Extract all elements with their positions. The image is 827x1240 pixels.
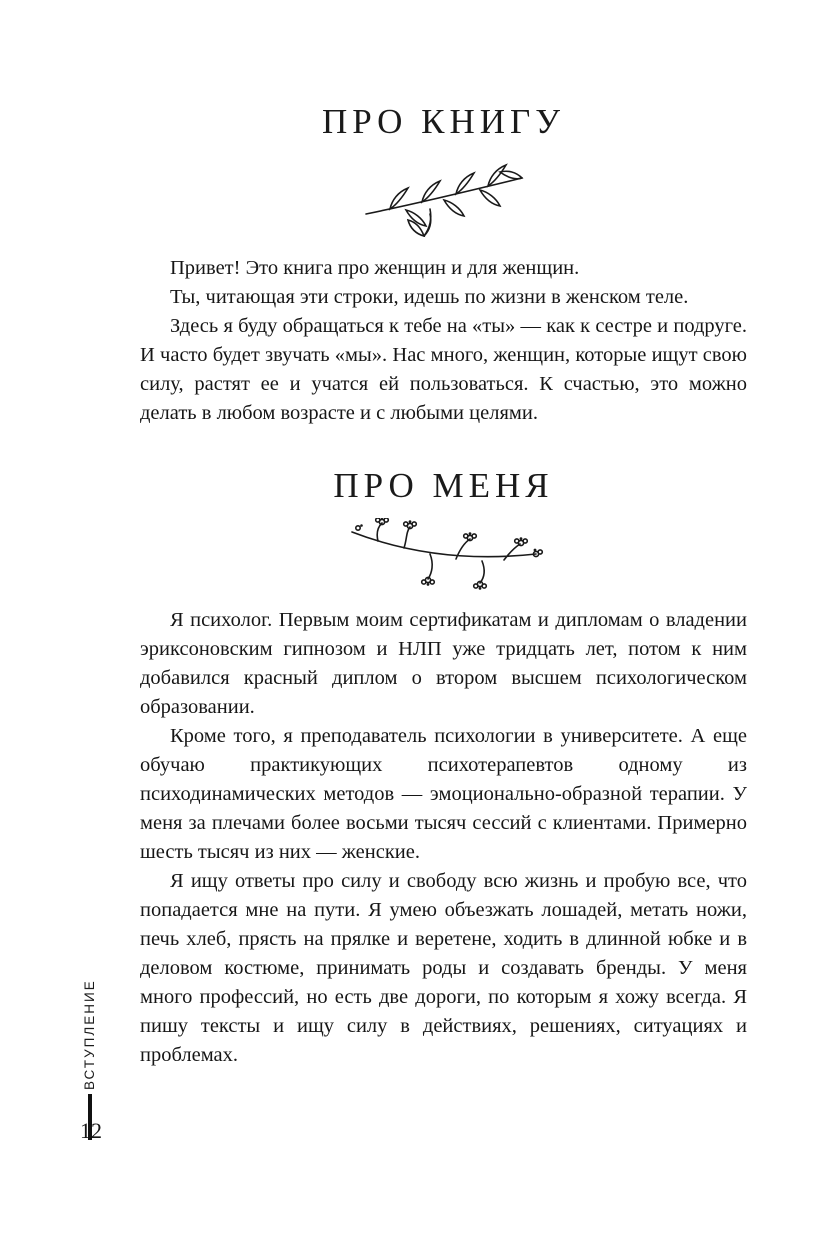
body-paragraph: Я ищу ответы про силу и свободу всю жизнь и пробую все, что попадается мне на пути. Я умею объезжать лошадей, метать ножи, печь хлеб, прясть на прялке и веретене, ходить в длинной юбке и в деловом костюме, принимать роды и создавать бренды. У меня много профессий, но есть две дороги, по которым я хожу всегда. Я пишу тексты и ищу силу в действиях, решениях, ситуациях и проблемах. <box>140 870 747 1066</box>
leafy-branch-icon <box>360 154 528 246</box>
section-about-me <box>140 606 747 1070</box>
body-paragraph: Привет! Это книга про женщин и для женщин. <box>170 257 580 279</box>
section-margin-label: ВСТУПЛЕНИЕ <box>82 979 97 1091</box>
body-paragraph: Я психолог. Первым моим сертификатам и дипломам о владении эриксоновским гипнозом и НЛП уже тридцать лет, потом к ним добавился красный диплом о втором высшем психологическом образовании. <box>140 609 747 718</box>
body-paragraph: Ты, читающая эти строки, идешь по жизни в женском теле. <box>170 286 689 308</box>
leafy-branch-ornament <box>140 154 747 246</box>
flower-sprig-icon <box>344 518 544 598</box>
section-about-book <box>140 254 747 428</box>
chapter-heading-about-book: ПРО КНИГУ <box>321 102 566 141</box>
body-paragraph: Кроме того, я преподаватель психологии в университете. А еще обучаю практикующих психотерапевтов одному из психодинамических методов — эмоционально-образной терапии. У меня за плечами более восьми тысяч сессий с клиентами. Примерно шесть тысяч из них — женские. <box>140 725 747 863</box>
chapter-heading-about-me: ПРО МЕНЯ <box>333 466 554 505</box>
flower-sprig-ornament <box>140 518 747 598</box>
body-paragraph: Здесь я буду обращаться к тебе на «ты» — как к сестре и подруге. И часто будет звучать «мы». Нас много, женщин, которые ищут свою силу, растят ее и учатся ей пользоваться. К счастью, это можно делать в любом возрасте и с любыми целями. <box>140 315 747 424</box>
page-number: 12 <box>80 1118 102 1143</box>
text-column <box>140 0 747 1070</box>
